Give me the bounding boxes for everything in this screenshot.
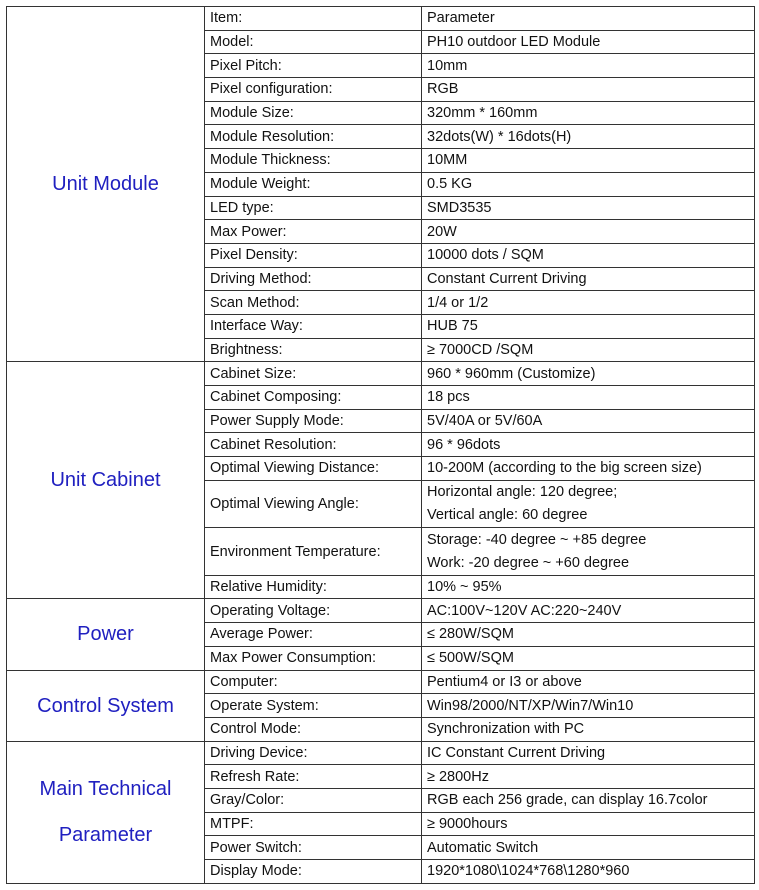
item-value: Parameter xyxy=(422,7,755,31)
item-label: Environment Temperature: xyxy=(205,528,422,576)
item-value: 5V/40A or 5V/60A xyxy=(422,409,755,433)
item-value: RGB xyxy=(422,78,755,102)
item-value: PH10 outdoor LED Module xyxy=(422,30,755,54)
item-value: 0.5 KG xyxy=(422,172,755,196)
item-value: HUB 75 xyxy=(422,314,755,338)
item-label: Module Weight: xyxy=(205,172,422,196)
item-label: Control Mode: xyxy=(205,717,422,741)
item-label: Cabinet Composing: xyxy=(205,386,422,410)
item-value: ≤ 500W/SQM xyxy=(422,646,755,670)
table-row xyxy=(7,362,755,386)
item-value: 10-200M (according to the big screen size) xyxy=(422,457,755,481)
table-row xyxy=(7,741,755,765)
item-value xyxy=(422,528,755,576)
item-label: Operating Voltage: xyxy=(205,599,422,623)
group-title-line: Main Technical xyxy=(39,778,172,801)
item-label: Power Switch: xyxy=(205,836,422,860)
item-value: 320mm * 160mm xyxy=(422,101,755,125)
item-value: 96 * 96dots xyxy=(422,433,755,457)
item-label: LED type: xyxy=(205,196,422,220)
item-value: SMD3535 xyxy=(422,196,755,220)
item-value: Constant Current Driving xyxy=(422,267,755,291)
item-value: 10% ~ 95% xyxy=(422,575,755,599)
item-label: Optimal Viewing Distance: xyxy=(205,457,422,481)
item-value: Synchronization with PC xyxy=(422,717,755,741)
item-value: 960 * 960mm (Customize) xyxy=(422,362,755,386)
item-label: Operate System: xyxy=(205,694,422,718)
item-label: Brightness: xyxy=(205,338,422,362)
item-label: Cabinet Size: xyxy=(205,362,422,386)
item-label: Optimal Viewing Angle: xyxy=(205,480,422,528)
item-label: Relative Humidity: xyxy=(205,575,422,599)
item-value-line: Storage: -40 degree ~ +85 degree xyxy=(427,531,647,548)
item-label: Power Supply Mode: xyxy=(205,409,422,433)
item-label: Driving Method: xyxy=(205,267,422,291)
group-control-system: Control System xyxy=(7,670,205,741)
item-value: Pentium4 or I3 or above xyxy=(422,670,755,694)
item-value: ≥ 2800Hz xyxy=(422,765,755,789)
item-label: Module Thickness: xyxy=(205,149,422,173)
item-value: IC Constant Current Driving xyxy=(422,741,755,765)
item-value: Automatic Switch xyxy=(422,836,755,860)
item-label: Driving Device: xyxy=(205,741,422,765)
item-label: Average Power: xyxy=(205,623,422,647)
item-value: 20W xyxy=(422,220,755,244)
item-label: Interface Way: xyxy=(205,314,422,338)
item-label: Pixel configuration: xyxy=(205,78,422,102)
item-value: 1/4 or 1/2 xyxy=(422,291,755,315)
table-row xyxy=(7,7,755,31)
item-label: Max Power: xyxy=(205,220,422,244)
item-value: RGB each 256 grade, can display 16.7color xyxy=(422,788,755,812)
item-label: Cabinet Resolution: xyxy=(205,433,422,457)
item-value: Win98/2000/NT/XP/Win7/Win10 xyxy=(422,694,755,718)
item-value: 10MM xyxy=(422,149,755,173)
item-value-line: Vertical angle: 60 degree xyxy=(427,507,588,523)
item-value: 1920*1080\1024*768\1280*960 xyxy=(422,860,755,884)
item-value-line: Horizontal angle: 120 degree; xyxy=(427,484,618,500)
table-row xyxy=(7,599,755,623)
item-label: Gray/Color: xyxy=(205,788,422,812)
item-label: Module Size: xyxy=(205,101,422,125)
item-value: 18 pcs xyxy=(422,386,755,410)
item-label: Module Resolution: xyxy=(205,125,422,149)
group-unit-module: Unit Module xyxy=(7,7,205,362)
item-label: Display Mode: xyxy=(205,860,422,884)
item-label: Pixel Pitch: xyxy=(205,54,422,78)
item-value: AC:100V~120V AC:220~240V xyxy=(422,599,755,623)
spec-table xyxy=(6,6,755,884)
item-label: Computer: xyxy=(205,670,422,694)
item-label: MTPF: xyxy=(205,812,422,836)
group-power: Power xyxy=(7,599,205,670)
item-value-line: Work: -20 degree ~ +60 degree xyxy=(427,554,630,571)
item-label: Max Power Consumption: xyxy=(205,646,422,670)
group-unit-cabinet: Unit Cabinet xyxy=(7,362,205,599)
item-value: 10mm xyxy=(422,54,755,78)
table-row xyxy=(7,670,755,694)
item-value: 32dots(W) * 16dots(H) xyxy=(422,125,755,149)
item-label: Model: xyxy=(205,30,422,54)
item-value: ≤ 280W/SQM xyxy=(422,623,755,647)
item-label: Pixel Density: xyxy=(205,243,422,267)
item-label: Item: xyxy=(205,7,422,31)
item-value xyxy=(422,480,755,528)
item-label: Refresh Rate: xyxy=(205,765,422,789)
group-title-line: Parameter xyxy=(58,824,153,847)
item-value: 10000 dots / SQM xyxy=(422,243,755,267)
group-main-technical-parameter xyxy=(7,741,205,883)
item-value: ≥ 9000hours xyxy=(422,812,755,836)
item-value: ≥ 7000CD /SQM xyxy=(422,338,755,362)
item-label: Scan Method: xyxy=(205,291,422,315)
